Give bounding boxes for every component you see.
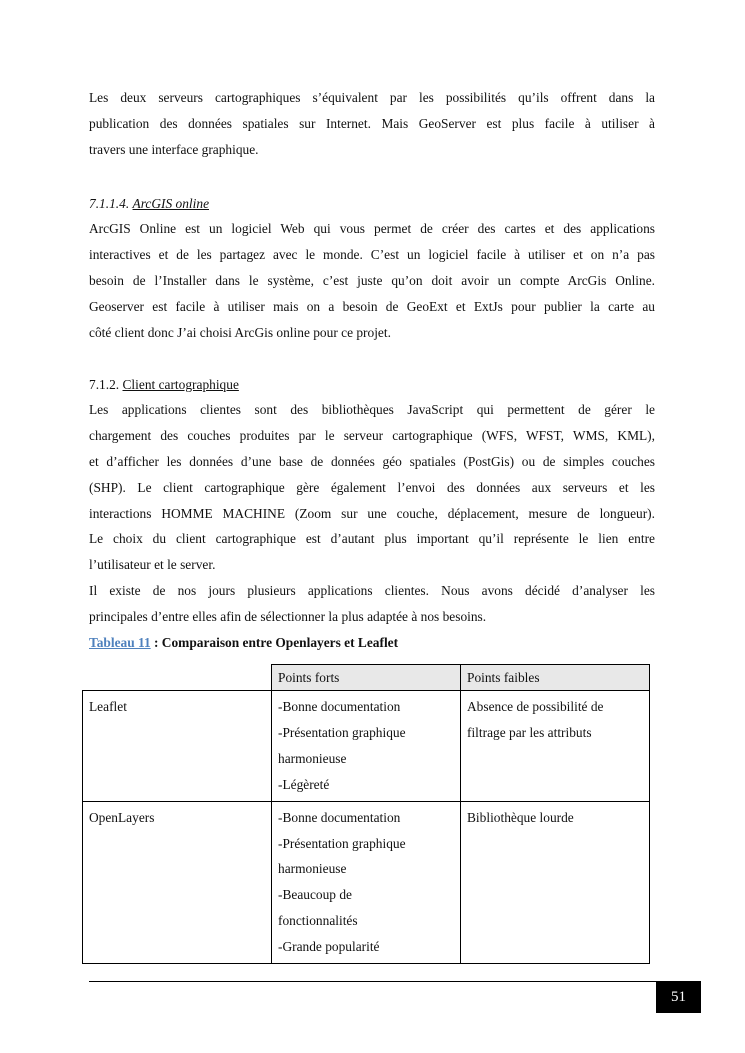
client-line: Le choix du client cartographique est d’autant plus important qu’il représente le lien entre [89, 531, 655, 547]
table-cell-weaknesses [461, 801, 650, 963]
intro-paragraph [89, 85, 655, 163]
table-header-cell [83, 665, 272, 691]
page-number: 51 [656, 982, 701, 1013]
table-cell-weaknesses [461, 691, 650, 802]
arcgis-paragraph [89, 216, 655, 345]
table-caption-text: : Comparaison entre Openlayers et Leaflet [150, 635, 399, 650]
client-line: interactions HOMME MACHINE (Zoom sur une couche, déplacement, mesure de longueur). [89, 505, 655, 521]
table-cell-library: Leaflet [83, 691, 272, 802]
cell-line: -Bonne documentation [278, 809, 401, 825]
arcgis-line: besoin de l’Installer dans le système, c’est juste qu’on doit avoir un compte ArcGis Online. [89, 272, 655, 288]
table-cell-library: OpenLayers [83, 801, 272, 963]
client-line: l’utilisateur et le server. [89, 557, 216, 573]
cell-line: filtrage par les attributs [467, 724, 592, 740]
section-number: 7.1.2. [89, 377, 120, 392]
section-title: Client cartographique [122, 377, 239, 392]
section-heading-client [89, 375, 239, 395]
cell-line: harmonieuse [278, 861, 347, 877]
arcgis-line: côté client donc J’ai choisi ArcGis online pour ce projet. [89, 324, 391, 340]
table-caption [89, 633, 398, 653]
arcgis-line: interactives et de les partagez avec le monde. C’est un logiciel facile à utiliser et on n’a pas [89, 246, 655, 262]
table-header-cell: Points forts [272, 665, 461, 691]
cell-line: -Présentation graphique [278, 835, 406, 851]
client-line: Les applications clientes sont des bibliothèques JavaScript qui permettent de gérer le [89, 402, 655, 417]
client-line: (SHP). Le client cartographique gère également l’envoi des données aux serveurs et les [89, 479, 655, 495]
table-row [83, 691, 650, 802]
cell-line: -Présentation graphique [278, 724, 406, 740]
cell-line: -Grande popularité [278, 939, 380, 955]
cell-line: harmonieuse [278, 750, 347, 766]
table-header-cell: Points faibles [461, 665, 650, 691]
table-cell-strengths [272, 801, 461, 963]
arcgis-line: ArcGIS Online est un logiciel Web qui vous permet de créer des cartes et des applications [89, 221, 655, 236]
cell-line: Bibliothèque lourde [467, 809, 574, 825]
section-heading-arcgis [89, 194, 209, 214]
footer-rule [89, 981, 701, 982]
arcgis-line: Geoserver est facile à utiliser mais on a besoin de GeoExt et ExtJs pour publier la carte au [89, 298, 655, 314]
cell-line: fonctionnalités [278, 913, 358, 929]
comparison-table [82, 664, 650, 964]
cell-line: -Beaucoup de [278, 887, 352, 903]
section-title: ArcGIS online [132, 196, 210, 211]
intro-line: Les deux serveurs cartographiques s’équivalent par les possibilités qu’ils offrent dans la [89, 90, 655, 105]
client-paragraph [89, 397, 655, 630]
client-line: chargement des couches produites par le serveur cartographique (WFS, WFST, WMS, KML), [89, 427, 655, 443]
section-number: 7.1.1.4. [89, 196, 130, 211]
table-row [83, 801, 650, 963]
table-cell-strengths [272, 691, 461, 802]
cell-line: Absence de possibilité de [467, 699, 604, 714]
intro-line: travers une interface graphique. [89, 141, 259, 157]
client-line: Il existe de nos jours plusieurs applications clientes. Nous avons décidé d’analyser les [89, 583, 655, 599]
table-reference-link[interactable]: Tableau 11 [89, 635, 151, 650]
intro-line: publication des données spatiales sur Internet. Mais GeoServer est plus facile à utiliser à [89, 115, 655, 131]
table-header-row [83, 665, 650, 691]
cell-line: -Bonne documentation [278, 699, 401, 714]
cell-line: -Légèreté [278, 776, 330, 792]
client-line: principales d’entre elles afin de sélectionner la plus adaptée à nos besoins. [89, 609, 487, 625]
client-line: et d’afficher les données d’une base de données géo spatiales (PostGis) ou de simples couches [89, 453, 655, 469]
